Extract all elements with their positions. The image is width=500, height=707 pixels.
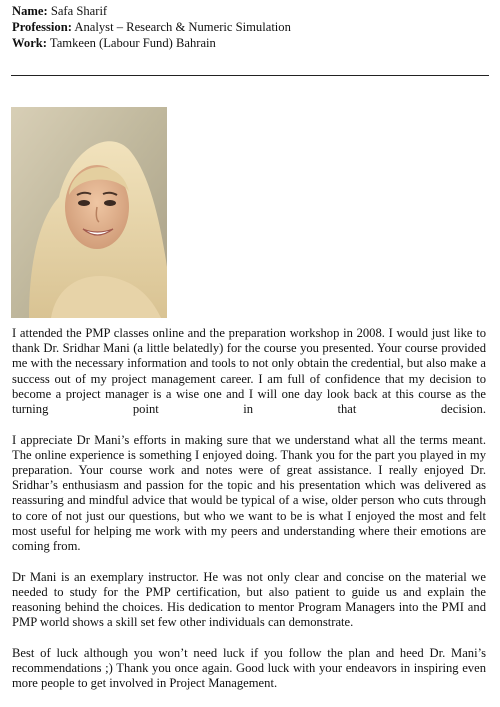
paragraph-3: Dr Mani is an exemplary instructor. He was not only clear and concise on the material we needed to study for the PMP certification, but also patient to guide us and explain the reasoning behind the choices. His dedication to mentor Program Managers into the PMI and PMP world shows a skill set few other individuals can demonstrate. [12, 569, 486, 630]
profession-line [12, 19, 492, 35]
work-value: Tamkeen (Labour Fund) Bahrain [49, 36, 216, 50]
profession-value: Analyst – Research & Numeric Simulation [74, 20, 291, 34]
name-label: Name: [12, 4, 48, 18]
profession-label: Profession: [12, 20, 72, 34]
work-line [12, 35, 492, 51]
name-value: Safa Sharif [50, 4, 108, 18]
header-divider [11, 75, 489, 76]
work-label: Work: [12, 36, 47, 50]
paragraph-2: I appreciate Dr Mani’s efforts in making sure that we understand what all the terms meant. The online experience is something I enjoyed doing. Thank you for the part you played in my preparation. Your course work and notes were of great assistance. I really enjoyed Dr. Sridhar’s enthusiasm and passion for the topic and his presentation which was delivered as reassuring and mindful advice that would be typical of a wise, older person who cuts through to core of not just our questions, but who we want to be is what I enjoyed the most and felt most useful for helping me work with my peers and understanding where their emotions are coming from. [12, 432, 486, 554]
paragraph-4: Best of luck although you won’t need luck if you follow the plan and heed Dr. Mani’s recommendations ;) Thank you once again. Good luck with your endeavors in inspiring even more people to get involved in Project Management. [12, 645, 486, 691]
testimonial-text [12, 326, 486, 707]
profile-photo [11, 107, 167, 318]
profile-header [12, 3, 492, 51]
name-line [12, 3, 492, 19]
paragraph-1: I attended the PMP classes online and the preparation workshop in 2008. I would just like to thank Dr. Sridhar Mani (a little belatedly) for the course you presented. Your course provided me with the necessary information and tools to not only obtain the credential, but also make a success out of my project management career. I am full of confidence that my decision to become a project manager is a wise one and I will one day look back at this course as the turning point in that decision. [12, 326, 486, 417]
